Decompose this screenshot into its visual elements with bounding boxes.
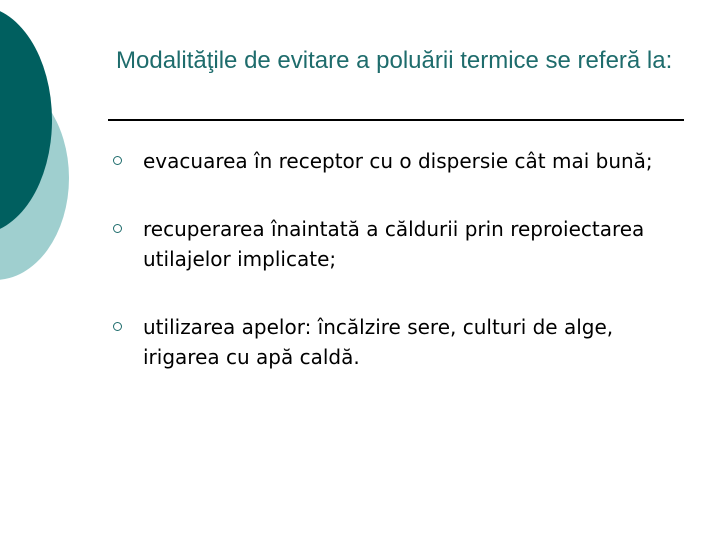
- bullet-text: utilizarea apelor: încălzire sere, culturi de alge, irigarea cu apă caldă.: [143, 315, 614, 369]
- title-divider: [108, 119, 684, 121]
- bullet-text: recuperarea înaintată a căldurii prin reproiectarea utilajelor implicate;: [143, 217, 645, 271]
- bullet-item-evacuation: [113, 146, 693, 176]
- bullet-list: [113, 146, 693, 410]
- bullet-item-heat-recovery: [113, 214, 693, 274]
- hollow-circle-bullet-icon: [113, 156, 122, 165]
- decorative-circles: [0, 0, 90, 300]
- slide-title: Modalităţile de evitare a poluării termice se referă la:: [116, 47, 673, 74]
- hollow-circle-bullet-icon: [113, 322, 122, 331]
- hollow-circle-bullet-icon: [113, 224, 122, 233]
- bullet-text: evacuarea în receptor cu o dispersie cât mai bună;: [143, 149, 653, 173]
- bullet-item-water-use: [113, 312, 693, 372]
